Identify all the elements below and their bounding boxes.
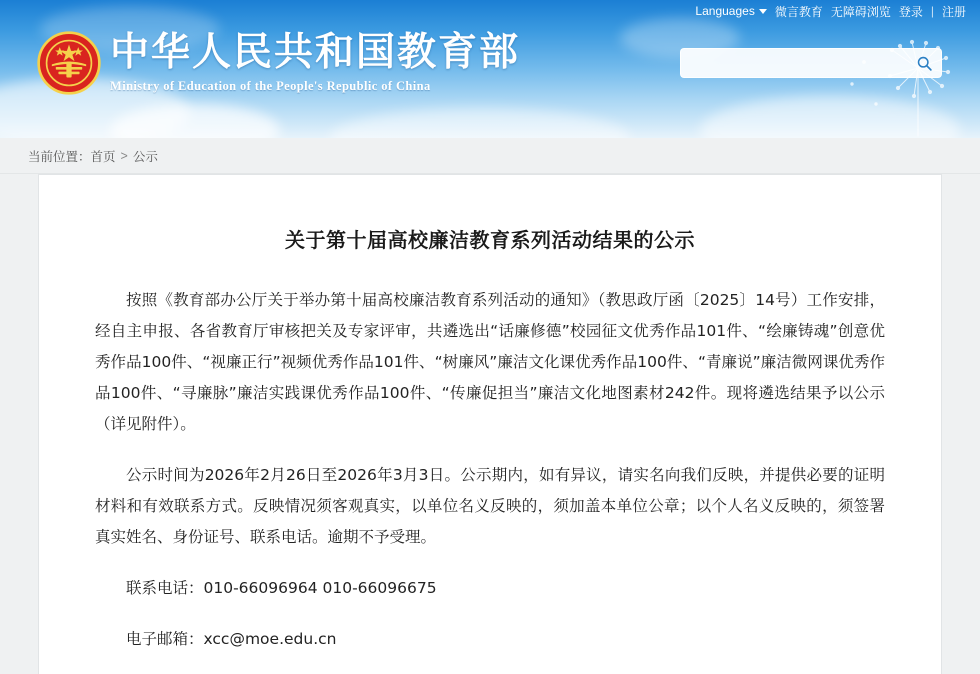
search-box[interactable] — [680, 48, 942, 78]
search-button[interactable] — [907, 49, 941, 77]
link-weiyan-jiaoyu[interactable]: 微言教育 — [774, 4, 823, 19]
link-accessibility[interactable]: 无障碍浏览 — [830, 4, 891, 19]
breadcrumb-item-notice[interactable]: 公示 — [132, 149, 158, 164]
utility-topbar — [681, 0, 980, 22]
article-paragraph: 按照《教育部办公厅关于举办第十届高校廉洁教育系列活动的通知》（教思政厅函〔2025〕14号）工作安排，经自主申报、各省教育厅审核把关及专家评审，共遴选出“话廉修德”校园征文优秀作品101件、“绘廉铸魂”创意优秀作品100件、“视廉正行”视频优秀作品101件、“树廉风”廉洁文化课优秀作品100件、“青廉说”廉洁微网课优秀作品100件、“寻廉脉”廉洁实践课优秀作品100件、“传廉促担当”廉洁文化地图素材242件。现将遴选结果予以公示（详见附件）。 — [95, 291, 886, 433]
breadcrumb-item-home[interactable]: 首页 — [90, 149, 116, 164]
national-emblem-icon — [36, 30, 102, 96]
site-title-chinese: 中华人民共和国教育部 — [110, 30, 521, 75]
breadcrumb — [0, 138, 980, 174]
link-register[interactable]: 注册 — [941, 4, 966, 19]
search-input[interactable] — [681, 49, 907, 77]
search-icon — [916, 55, 933, 72]
topbar-separator: | — [930, 4, 934, 18]
site-header-banner — [0, 0, 980, 138]
languages-label: Languages — [695, 4, 755, 18]
page-title: 关于第十届高校廉洁教育系列活动结果的公示 — [285, 228, 695, 252]
article-body — [95, 285, 885, 655]
breadcrumb-label: 当前位置： — [28, 149, 91, 164]
article-paragraph: 公示时间为2026年2月26日至2026年3月3日。公示期内，如有异议，请实名向我们反映，并提供必要的证明材料和有效联系方式。反映情况须客观真实，以单位名义反映的，须加盖本单位公章；以个人名义反映的，须签署真实姓名、身份证号、联系电话。逾期不予受理。 — [95, 466, 885, 546]
link-login[interactable]: 登录 — [898, 4, 923, 19]
site-title-block — [110, 30, 520, 94]
cloud-decoration — [330, 108, 630, 138]
languages-menu[interactable] — [695, 4, 766, 18]
site-title-english: Ministry of Education of the People's Republic of China — [110, 79, 431, 93]
article-contact-phone: 联系电话：010-66096964 010-66096675 — [126, 579, 437, 597]
article-contact-email: 电子邮箱：xcc@moe.edu.cn — [126, 630, 337, 648]
content-area — [0, 174, 980, 674]
article-card — [38, 174, 942, 674]
chevron-down-icon — [759, 9, 767, 14]
breadcrumb-separator: > — [120, 148, 128, 163]
